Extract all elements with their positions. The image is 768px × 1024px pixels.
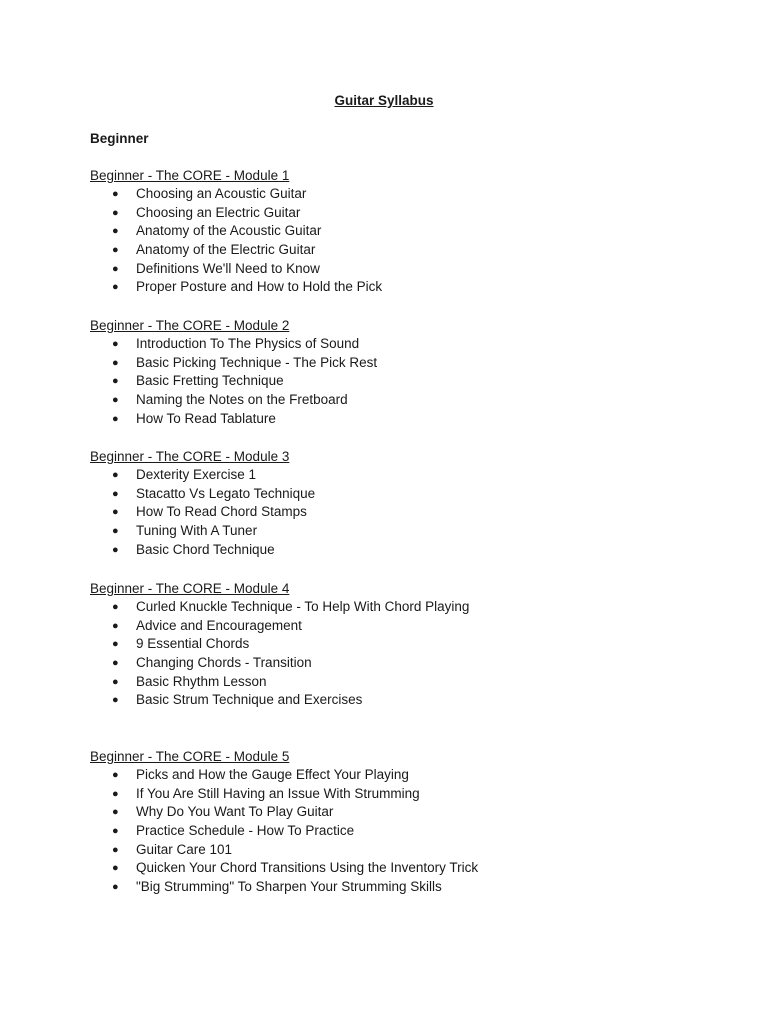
module-section-3 (90, 448, 710, 559)
list-item (90, 859, 710, 878)
module-title: Beginner - The CORE - Module 4 (90, 581, 290, 596)
list-item (90, 241, 710, 260)
list-item-text: Changing Chords - Transition (136, 655, 312, 671)
list-item (90, 691, 710, 710)
list-item (90, 766, 710, 785)
list-item (90, 372, 710, 391)
bullet-icon: ● (112, 769, 119, 781)
list-item (90, 485, 710, 504)
list-item (90, 278, 710, 297)
list-item (90, 410, 710, 429)
list-item (90, 673, 710, 692)
list-item-text: Introduction To The Physics of Sound (136, 336, 360, 351)
bullet-icon: ● (112, 412, 119, 425)
bullet-icon: ● (112, 225, 119, 238)
module-title: Beginner - The CORE - Module 2 (90, 318, 290, 333)
bullet-icon: ● (112, 543, 119, 556)
list-item-text: "Big Strumming" To Sharpen Your Strumming Skills (136, 879, 442, 895)
bullet-icon: ● (112, 469, 119, 481)
list-item-text: Practice Schedule - How To Practice (136, 823, 355, 839)
bullet-icon: ● (112, 638, 119, 651)
bullet-icon: ● (112, 675, 119, 688)
level-heading: Beginner (90, 131, 149, 146)
bullet-icon: ● (112, 657, 119, 670)
module-item-list (90, 466, 710, 559)
list-item-text: Basic Fretting Technique (136, 373, 284, 389)
list-item (90, 260, 710, 279)
bullet-icon: ● (112, 806, 119, 819)
bullet-icon: ● (112, 694, 119, 707)
list-item (90, 335, 710, 354)
list-item (90, 785, 710, 804)
list-item-text: Stacatto Vs Legato Technique (136, 485, 316, 501)
list-item-text: Curled Knuckle Technique - To Help With Chord Playing (136, 599, 470, 614)
bullet-icon: ● (112, 525, 119, 538)
module-section-5 (90, 748, 710, 897)
list-item (90, 503, 710, 522)
list-item (90, 803, 710, 822)
module-section-1 (90, 167, 710, 297)
bullet-icon: ● (112, 487, 119, 500)
bullet-icon: ● (112, 356, 119, 369)
bullet-icon: ● (112, 825, 119, 838)
list-item-text: Guitar Care 101 (136, 841, 233, 857)
module-title: Beginner - The CORE - Module 5 (90, 749, 290, 764)
bullet-icon: ● (112, 375, 119, 388)
list-item (90, 354, 710, 373)
list-item (90, 841, 710, 860)
bullet-icon: ● (112, 206, 119, 219)
list-item (90, 466, 710, 485)
bullet-icon: ● (112, 244, 119, 257)
list-item (90, 185, 710, 204)
list-item-text: Choosing an Electric Guitar (136, 204, 301, 220)
list-item (90, 204, 710, 223)
list-item-text: Proper Posture and How to Hold the Pick (136, 279, 383, 295)
bullet-icon: ● (112, 281, 119, 294)
list-item-text: Basic Chord Technique (136, 541, 275, 557)
list-item-text: Choosing an Acoustic Guitar (136, 186, 307, 201)
list-item-text: Quicken Your Chord Transitions Using the Inventory Trick (136, 860, 479, 876)
list-item-text: Dexterity Exercise 1 (136, 467, 257, 482)
list-item-text: Basic Picking Technique - The Pick Rest (136, 354, 378, 370)
list-item-text: Basic Strum Technique and Exercises (136, 692, 363, 708)
list-item (90, 635, 710, 654)
list-item (90, 617, 710, 636)
list-item-text: How To Read Tablature (136, 410, 276, 426)
list-item (90, 541, 710, 560)
module-item-list (90, 766, 710, 897)
bullet-icon: ● (112, 338, 119, 350)
list-item-text: 9 Essential Chords (136, 636, 250, 652)
list-item-text: Advice and Encouragement (136, 617, 302, 633)
list-item-text: Picks and How the Gauge Effect Your Playing (136, 767, 409, 782)
list-item (90, 878, 710, 897)
bullet-icon: ● (112, 862, 119, 875)
list-item (90, 598, 710, 617)
list-item-text: If You Are Still Having an Issue With Strumming (136, 785, 420, 801)
bullet-icon: ● (112, 619, 119, 632)
module-item-list (90, 185, 710, 297)
document-title-text: Guitar Syllabus (334, 93, 434, 108)
module-section-2 (90, 317, 710, 428)
list-item-text: Anatomy of the Acoustic Guitar (136, 223, 322, 239)
list-item (90, 654, 710, 673)
bullet-icon: ● (112, 188, 119, 200)
list-item-text: Definitions We'll Need to Know (136, 260, 320, 276)
bullet-icon: ● (112, 881, 119, 894)
bullet-icon: ● (112, 394, 119, 407)
list-item-text: Anatomy of the Electric Guitar (136, 242, 316, 258)
list-item-text: Why Do You Want To Play Guitar (136, 804, 334, 820)
module-item-list (90, 335, 710, 428)
bullet-icon: ● (112, 506, 119, 519)
module-title: Beginner - The CORE - Module 3 (90, 449, 290, 464)
document-title (0, 92, 768, 110)
module-section-4 (90, 580, 710, 710)
list-item-text: Tuning With A Tuner (136, 523, 258, 539)
module-item-list (90, 598, 710, 710)
list-item (90, 391, 710, 410)
list-item-text: Basic Rhythm Lesson (136, 673, 267, 689)
list-item-text: Naming the Notes on the Fretboard (136, 392, 348, 408)
list-item (90, 222, 710, 241)
bullet-icon: ● (112, 262, 119, 275)
list-item-text: How To Read Chord Stamps (136, 504, 307, 520)
module-title: Beginner - The CORE - Module 1 (90, 168, 290, 183)
bullet-icon: ● (112, 843, 119, 856)
list-item (90, 822, 710, 841)
bullet-icon: ● (112, 601, 119, 613)
bullet-icon: ● (112, 787, 119, 800)
list-item (90, 522, 710, 541)
